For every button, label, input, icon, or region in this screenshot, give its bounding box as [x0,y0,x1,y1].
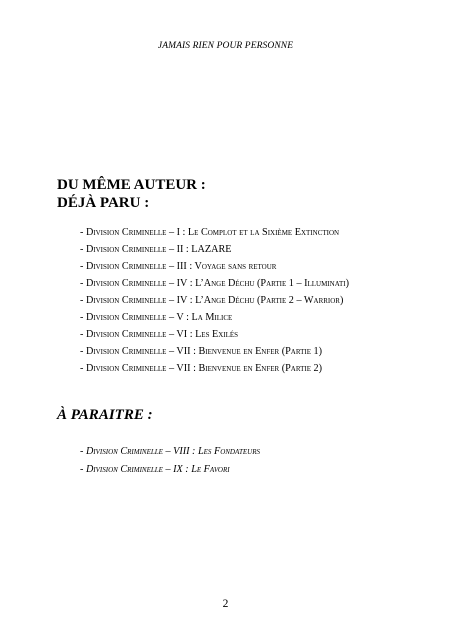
list-item: - Division Criminelle – VII : Bienvenue en Enfer (Partie 2) [80,363,323,374]
list-item: - Division Criminelle – II : LAZARE [80,244,232,255]
forthcoming-books-list [80,443,260,479]
list-item: - Division Criminelle – IV : L’Ange Déchu (Partie 2 – Warrior) [80,295,344,306]
list-item: - Division Criminelle – IX : Le Favori [80,464,230,475]
forthcoming-heading: À PARAITRE : [57,407,153,423]
list-item: - Division Criminelle – IV : L’Ange Déchu (Partie 1 – Illuminati) [80,278,349,289]
same-author-heading: DU MÊME AUTEUR : [57,177,206,193]
already-published-heading: DÉJÀ PARU : [57,195,150,211]
list-item: - Division Criminelle – VI : Les Exilés [80,329,239,340]
page-number: 2 [222,598,229,610]
list-item: - Division Criminelle – V : La Milice [80,312,233,323]
list-item: - Division Criminelle – I : Le Complot et la Sixième Extinction [80,227,340,238]
published-books-list [80,224,349,377]
list-item: - Division Criminelle – VII : Bienvenue en Enfer (Partie 1) [80,346,323,357]
list-item: - Division Criminelle – III : Voyage sans retour [80,261,277,272]
running-header: JAMAIS RIEN POUR PERSONNE [157,41,294,51]
list-item: - Division Criminelle – VIII : Les Fondateurs [80,446,260,457]
